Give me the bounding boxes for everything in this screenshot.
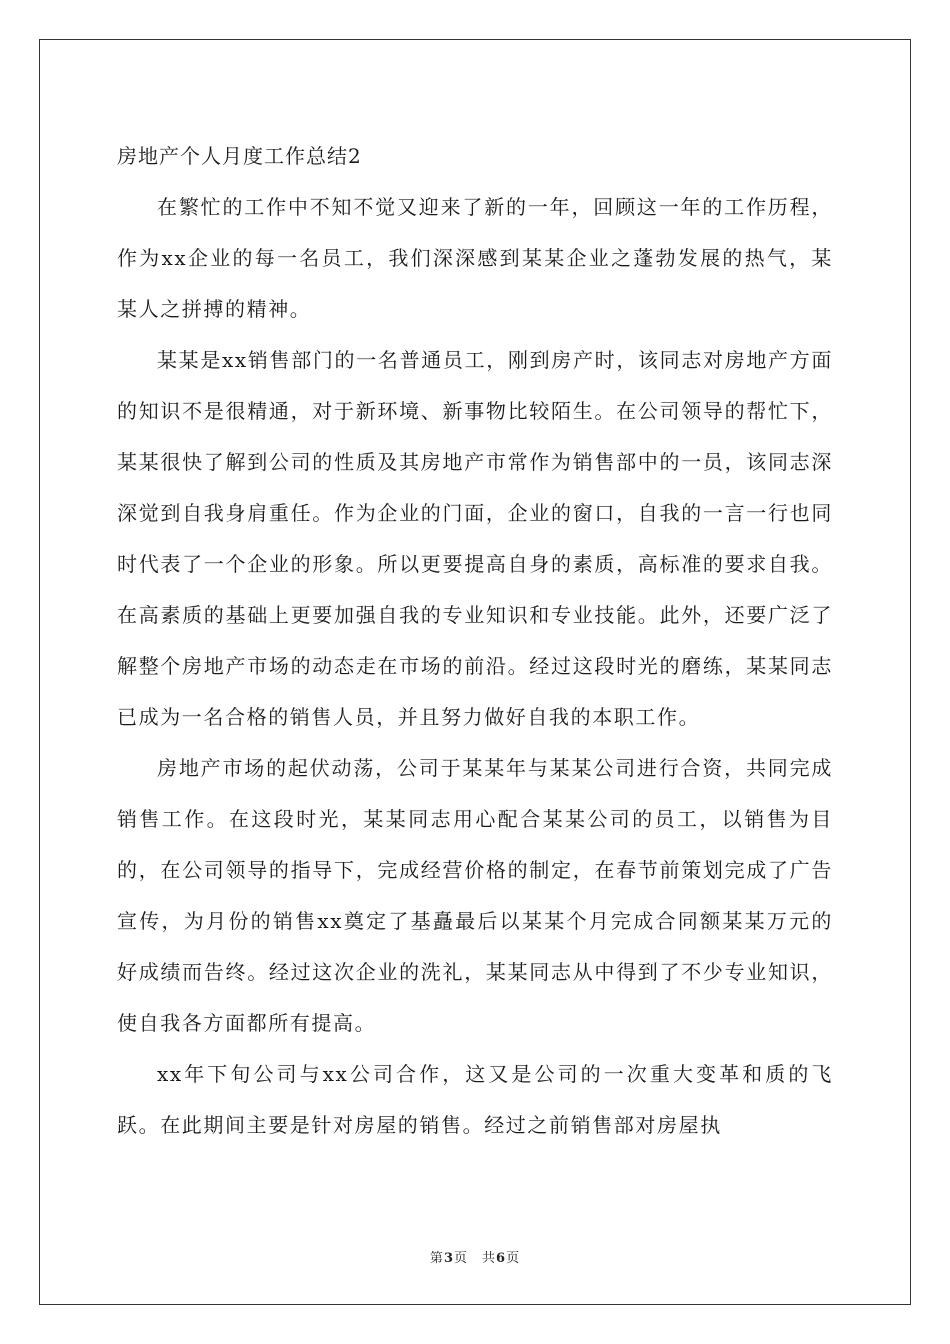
current-page-number: 3 [443,1251,454,1266]
page-number-prefix: 第 [429,1251,444,1266]
paragraph-2: 某某是xx销售部门的一名普通员工，刚到房产时，该同志对房地产方面的知识不是很精通，对于新环境、新事物比较陌生。在公司领导的帮忙下，某某很快了解到公司的性质及其房地产市常作为销售部中的一员，该同志深深觉到自我身肩重任。作为企业的门面，企业的窗口，自我的一言一行也同时代表了一个企业的形象。所以更要提高自身的素质，高标准的要求自我。在高素质的基础上更要加强自我的专业知识和专业技能。此外，还要广泛了解整个房地产市场的动态走在市场的前沿。经过这段时光的磨练，某某同志已成为一名合格的销售人员，并且努力做好自我的本职工作。 [117,348,833,729]
paragraph-1: 在繁忙的工作中不知不觉又迎来了新的一年，回顾这一年的工作历程，作为xx企业的每一名员工，我们深深感到某某企业之蓬勃发展的热气，某某人之拼搏的精神。 [117,195,833,321]
paragraph-3: 房地产市场的起伏动荡，公司于某某年与某某公司进行合资，共同完成销售工作。在这段时光，某某同志用心配合某某公司的员工，以销售为目的，在公司领导的指导下，完成经营价格的制定，在春节前策划完成了广告宣传，为月份的销售xx奠定了基矗最后以某某个月完成合同额某某万元的好成绩而告终。经过这次企业的洗礼，某某同志从中得到了不少专业知识，使自我各方面都所有提高。 [117,756,833,1035]
total-pages-number: 6 [496,1251,507,1266]
total-pages-prefix: 共 [482,1251,497,1266]
document-title: 房地产个人月度工作总结2 [117,144,362,168]
total-pages-suffix: 页 [506,1251,521,1266]
document-body [117,130,833,1151]
page-number-suffix: 页 [453,1251,468,1266]
paragraph-4: xx年下旬公司与xx公司合作，这又是公司的一次重大变革和质的飞跃。在此期间主要是针对房屋的销售。经过之前销售部对房屋执 [117,1062,833,1137]
page-footer [0,1247,950,1266]
